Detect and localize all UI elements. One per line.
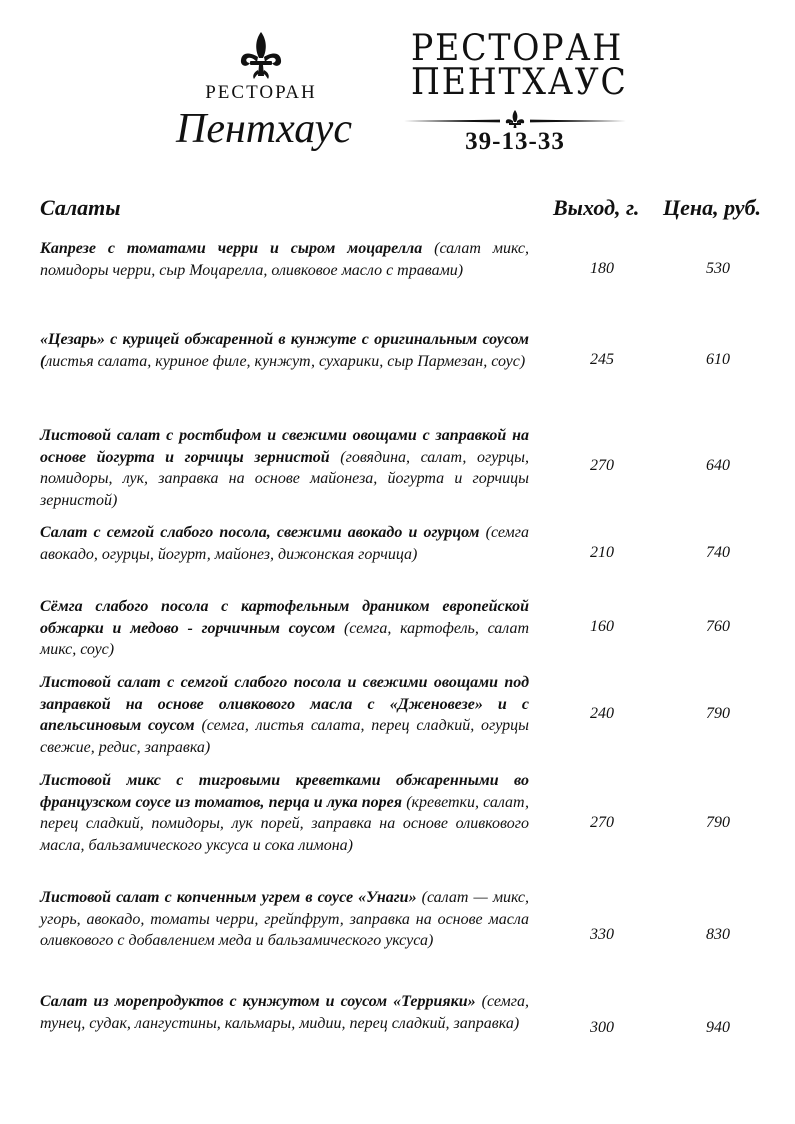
menu-item-name: Сёмга слабого посола с картофельным драником европейской обжарки и медово - горчичным соусом <box>40 598 529 637</box>
menu-item-price: 940 <box>706 1019 730 1036</box>
menu-item <box>40 770 529 856</box>
menu-item-description: (салат — микс, угорь, авокадо, томаты черри, грейпфрут, заправка на основе масла оливкового с добавлением меда и бальзамического уксуса) <box>40 889 530 949</box>
menu-item-price: 640 <box>706 457 730 474</box>
menu-item <box>40 425 529 511</box>
menu-item <box>40 522 529 565</box>
menu-item-name: Листовой салат с ростбифом и свежими овощами с заправкой на основе йогурта и горчицы зернистой <box>40 427 529 466</box>
menu-item-price: 790 <box>706 705 730 722</box>
menu-item-price: 830 <box>706 926 730 943</box>
logo-left <box>176 30 352 160</box>
menu-item-description: (семга, листья салата, перец сладкий, огурцы свежие, редис, заправка) <box>40 717 530 756</box>
menu-item-description: (креветки, салат, перец сладкий, помидоры, лук порей, заправка на основе оливкового масла, бальзамического уксуса и сока лимона) <box>40 793 529 854</box>
menu-item-name: Листовой микс с тигровыми креветками обжаренными во французском соусе из томатов, перца и лука порея <box>40 772 529 811</box>
menu-item-weight: 210 <box>590 544 614 561</box>
menu-item-weight: 270 <box>590 457 614 474</box>
divider-fleur-icon <box>402 110 628 128</box>
menu-item-weight: 245 <box>590 351 614 368</box>
logo-right-line1: РЕСТОРАН <box>411 28 624 69</box>
menu-item <box>40 238 529 281</box>
menu-item-description: (семга, тунец, судак, лангустины, кальмары, мидии, перец сладкий, заправка) <box>40 993 530 1032</box>
menu-item-name: Листовой салат с семгой слабого посола и свежими овощами под заправкой на основе оливкового масла с «Дженовезе» и с апельсиновым соусом <box>40 674 529 734</box>
menu-item-name: Капрезе с томатами черри и сыром моцарелла <box>40 240 423 257</box>
menu-item-description: (семга авокадо, огурцы, йогурт, майонез, дижонская горчица) <box>40 524 530 563</box>
menu-item-name: Салат из морепродуктов с кунжутом и соусом «Террияки» <box>40 993 476 1010</box>
menu-item <box>40 991 529 1034</box>
fleur-de-lis-icon <box>238 30 284 80</box>
menu-item-price: 760 <box>706 618 730 635</box>
logo-left-script: Пентхаус <box>176 106 352 152</box>
menu-item-price: 740 <box>706 544 730 561</box>
menu-item-weight: 240 <box>590 705 614 722</box>
menu-item <box>40 887 529 952</box>
menu-item-name: Листовой салат с копченным угрем в соусе «Унаги» <box>40 889 417 906</box>
column-price-header: Цена, руб. <box>663 195 762 220</box>
menu-item-name: Салат с семгой слабого посола, свежими авокадо и огурцом <box>40 524 480 541</box>
menu-item-weight: 330 <box>590 926 614 943</box>
section-title: Салаты <box>40 195 121 220</box>
logo-right <box>402 28 628 157</box>
menu-item <box>40 329 529 372</box>
menu-item-description: листья салата, куриное филе, кунжут, сухарики, сыр Пармезан, соус) <box>45 352 526 370</box>
menu-item-weight: 180 <box>590 260 614 277</box>
menu-item <box>40 672 529 758</box>
menu-item <box>40 596 529 661</box>
menu-item-description: (салат микс, помидоры черри, сыр Моцарелла, оливковое масло с травами) <box>40 240 529 279</box>
menu-item-weight: 160 <box>590 618 614 635</box>
logo-right-line2: ПЕНТХАУС <box>411 62 628 103</box>
logo-left-word: РЕСТОРАН <box>205 82 317 103</box>
menu-item-description: (говядина, салат, огурцы, помидоры, лук, заправка на основе майонеза, йогурта и горчицы зернистой) <box>40 448 530 509</box>
column-weight-header: Выход, г. <box>553 195 640 220</box>
phone-number: 39-13-33 <box>465 128 565 155</box>
menu-item-weight: 270 <box>590 814 614 831</box>
menu-item-name: «Цезарь» с курицей обжаренной в кунжуте с оригинальным соусом ( <box>40 331 529 370</box>
menu-item-price: 530 <box>706 260 730 277</box>
menu-item-description: (семга, картофель, салат микс, соус) <box>40 619 529 658</box>
menu-item-price: 610 <box>706 351 730 368</box>
menu-item-price: 790 <box>706 814 730 831</box>
menu-item-weight: 300 <box>590 1019 614 1036</box>
